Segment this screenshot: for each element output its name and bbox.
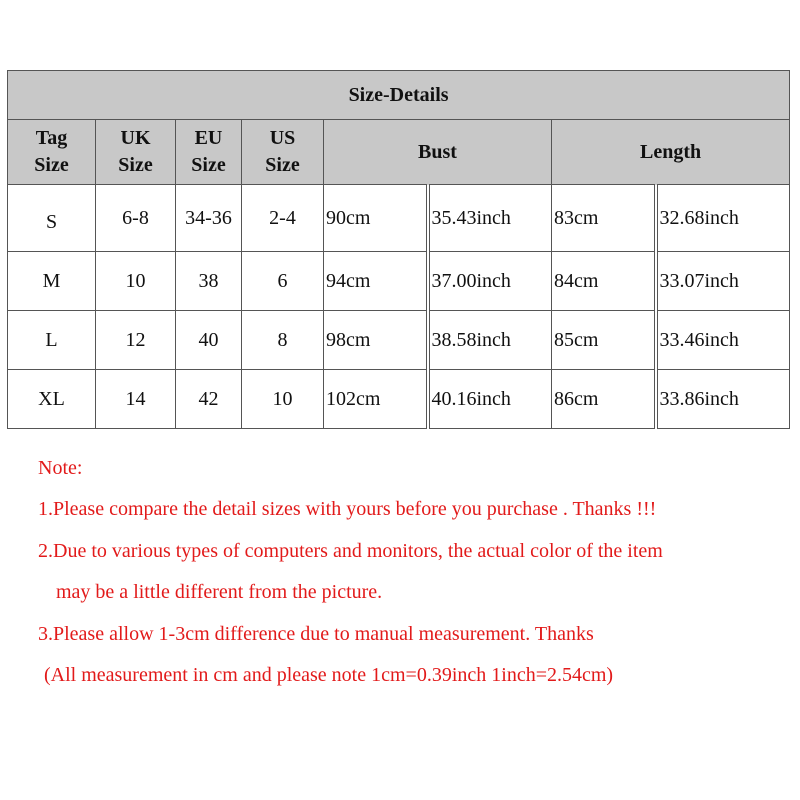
eu-size-cell: 42: [176, 370, 242, 429]
length-cm-cell: 83cm: [552, 185, 656, 252]
header-uk-size: UK Size: [96, 120, 176, 185]
header-us-size: US Size: [242, 120, 324, 185]
uk-size-cell: 6-8: [96, 185, 176, 252]
us-size-cell: 2-4: [242, 185, 324, 252]
note-line-3: 3.Please allow 1-3cm difference due to manual measurement. Thanks: [38, 622, 594, 645]
header-eu-size: EU Size: [176, 120, 242, 185]
uk-size-cell: 12: [96, 311, 176, 370]
bust-inch-cell: 38.58inch: [428, 311, 552, 370]
length-inch-cell: 33.86inch: [656, 370, 790, 429]
note-line-4: (All measurement in cm and please note 1cm=0.39inch 1inch=2.54cm): [44, 664, 614, 687]
bust-inch-cell: 35.43inch: [428, 185, 552, 252]
bust-inch-cell: 40.16inch: [428, 370, 552, 429]
note-line-1: 1.Please compare the detail sizes with yours before you purchase . Thanks !!!: [38, 498, 657, 521]
eu-size-cell: 38: [176, 252, 242, 311]
bust-cm-cell: 94cm: [324, 252, 428, 311]
length-inch-cell: 33.46inch: [656, 311, 790, 370]
tag-size-cell: S: [8, 185, 96, 252]
length-cm-cell: 86cm: [552, 370, 656, 429]
notes-heading: Note:: [38, 457, 83, 479]
length-inch-cell: 33.07inch: [656, 252, 790, 311]
bust-cm-cell: 102cm: [324, 370, 428, 429]
notes-section: [38, 448, 663, 696]
table-row: [8, 252, 790, 311]
header-length: Length: [552, 120, 790, 185]
table-row: [8, 311, 790, 370]
header-row: [8, 120, 790, 185]
eu-size-cell: 40: [176, 311, 242, 370]
header-bust: Bust: [324, 120, 552, 185]
uk-size-cell: 14: [96, 370, 176, 429]
us-size-cell: 6: [242, 252, 324, 311]
eu-size-cell: 34-36: [176, 185, 242, 252]
length-inch-cell: 32.68inch: [656, 185, 790, 252]
length-cm-cell: 84cm: [552, 252, 656, 311]
table-row: [8, 370, 790, 429]
note-line-2-continued: may be a little different from the picture.: [56, 581, 383, 604]
bust-inch-cell: 37.00inch: [428, 252, 552, 311]
tag-size-cell: XL: [8, 370, 96, 429]
header-tag-size: Tag Size: [8, 120, 96, 185]
uk-size-cell: 10: [96, 252, 176, 311]
us-size-cell: 10: [242, 370, 324, 429]
tag-size-cell: L: [8, 311, 96, 370]
bust-cm-cell: 90cm: [324, 185, 428, 252]
length-cm-cell: 85cm: [552, 311, 656, 370]
table-title: Size-Details: [8, 71, 790, 120]
tag-size-cell: M: [8, 252, 96, 311]
note-line-2: 2.Due to various types of computers and monitors, the actual color of the item: [38, 539, 663, 562]
bust-cm-cell: 98cm: [324, 311, 428, 370]
us-size-cell: 8: [242, 311, 324, 370]
table-row: [8, 185, 790, 252]
size-details-table: [7, 70, 790, 429]
